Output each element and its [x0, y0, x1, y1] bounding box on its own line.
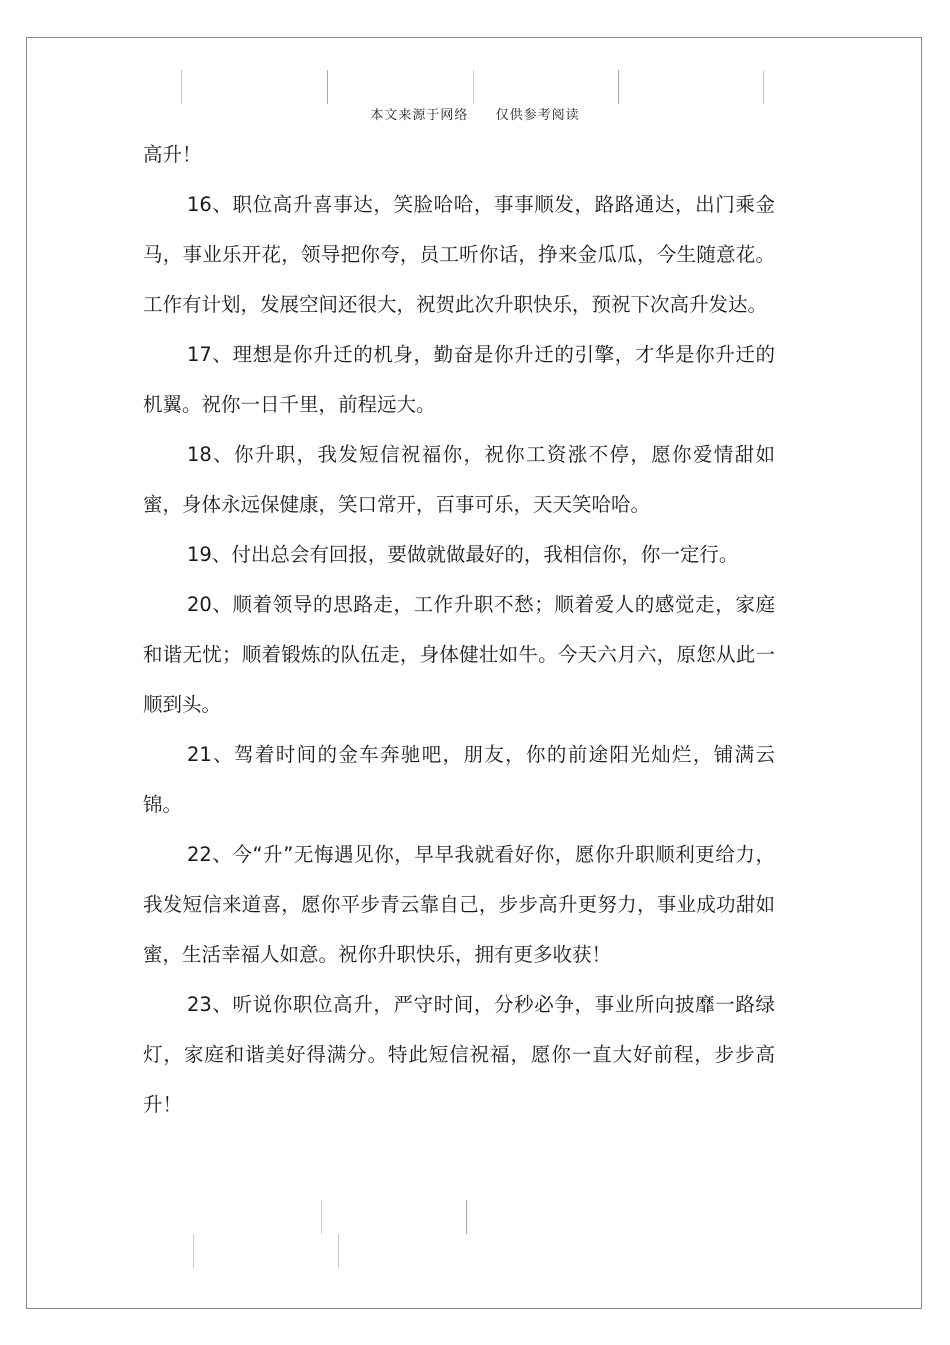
bottom-tick-3 [193, 1234, 194, 1268]
source-note: 本文来源于网络 [370, 108, 469, 123]
top-tick-2 [327, 70, 328, 104]
top-tick-5 [763, 70, 764, 104]
paragraph-16: 16、职位高升喜事达，笑脸哈哈，事事顺发，路路通达，出门乘金马，事业乐开花，领导把你夸，员工听你话，挣来金瓜瓜，今生随意花。工作有计划，发展空间还很大，祝贺此次升职快乐，预祝下次高升发达。 [143, 193, 775, 316]
bottom-tick-2 [466, 1200, 467, 1234]
paragraph-21: 21、驾着时间的金车奔驰吧，朋友，你的前途阳光灿烂，铺满云锦。 [143, 743, 775, 816]
paragraph-20: 20、顺着领导的思路走，工作升职不愁；顺着爱人的感觉走，家庭和谐无忧；顺着锻炼的队伍走，身体健壮如牛。今天六月六，原您从此一顺到头。 [143, 593, 775, 716]
reference-note: 仅供参考阅读 [495, 108, 580, 123]
top-tick-3 [473, 70, 474, 104]
paragraph-22: 22、今“升”无悔遇见你，早早我就看好你，愿你升职顺利更给力，我发短信来道喜，愿你平步青云靠自己，步步高升更努力，事业成功甜如蜜，生活幸福人如意。祝你升职快乐，拥有更多收获！ [143, 843, 775, 966]
paragraph-17: 17、理想是你升迁的机身，勤奋是你升迁的引擎，才华是你升迁的机翼。祝你一日千里，前程远大。 [143, 343, 775, 416]
paragraph-23: 23、听说你职位高升，严守时间，分秒必争，事业所向披靡一路绿灯，家庭和谐美好得满分。特此短信祝福，愿你一直大好前程，步步高升！ [143, 993, 775, 1116]
bottom-tick-4 [338, 1234, 339, 1268]
document-body [143, 130, 775, 1130]
paragraph-19: 19、付出总会有回报，要做就做最好的，我相信你，你一定行。 [187, 543, 739, 566]
bottom-tick-1 [321, 1200, 322, 1234]
paragraph-18: 18、你升职，我发短信祝福你，祝你工资涨不停，愿你爱情甜如蜜，身体永远保健康，笑口常开，百事可乐，天天笑哈哈。 [143, 443, 775, 516]
paragraph-continuation: 高升！ [143, 143, 202, 166]
page-header-note [0, 104, 950, 123]
top-tick-4 [618, 70, 619, 104]
top-tick-1 [181, 70, 182, 104]
